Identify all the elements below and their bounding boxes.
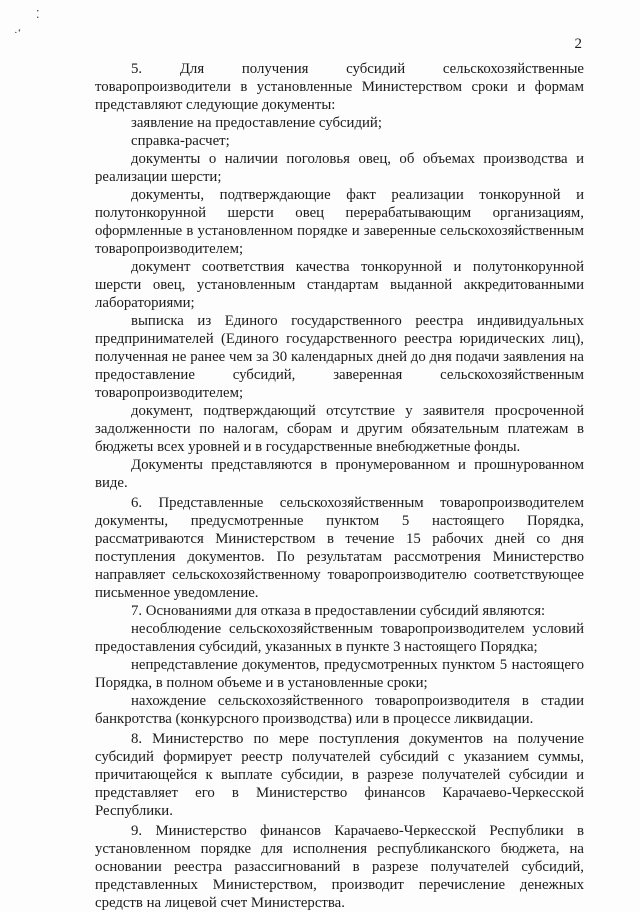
paragraph: 5. Для получения субсидий сельскохозяйственные товаропроизводители в установленные Министерством сроки и формам представляют следующие документы: <box>95 61 584 113</box>
paragraph: нахождение сельскохозяйственного товаропроизводителя в стадии банкротства (конкурсного производства) или в процессе ликвидации. <box>95 693 584 727</box>
paragraph: документ, подтверждающий отсутствие у заявителя просроченной задолженности по налогам, сборам и другим обязательным платежам в бюджеты всех уровней и в государственные внебюджетные фонды. <box>95 403 584 455</box>
paragraph: документы о наличии поголовья овец, об объемах производства и реализации шерсти; <box>95 151 584 185</box>
paragraph: 7. Основаниями для отказа в предоставлении субсидий являются: <box>131 603 546 619</box>
scan-speck: ·‘ <box>14 27 22 39</box>
paragraph: 6. Представленные сельскохозяйственным товаропроизводителем документы, предусмотренные пунктом 5 настоящего Порядка, рассматриваются Министерством в течение 15 рабочих дней со дня поступления документов. По результатам рассмотрения Министерство направляет сельскохозяйственному товаропроизводителю соответствующее письменное уведомление. <box>95 495 584 601</box>
document-body <box>95 60 584 912</box>
paragraph: несоблюдение сельскохозяйственным товаропроизводителем условий предоставления субсидий, указанных в пункте 3 настоящего Порядка; <box>95 621 584 655</box>
paragraph: справка-расчет; <box>131 133 230 149</box>
paragraph: 9. Министерство финансов Карачаево-Черкесской Республики в установленном порядке для исполнения республиканского бюджета, на основании реестра разассигнований в разрезе получателей субсидий, представленных Министерством, производит перечисление денежных средств на лицевой счет Министерства. <box>95 823 584 911</box>
paragraph: документ соответствия качества тонкорунной и полутонкорунной шерсти овец, установленным стандартам выданной аккредитованными лабораториями; <box>95 259 584 311</box>
paragraph: Документы представляются в пронумерованном и прошнурованном виде. <box>95 457 584 491</box>
paragraph: 8. Министерство по мере поступления документов на получение субсидий формирует реестр получателей субсидий с указанием суммы, причитающейся к выплате субсидии, в разрезе получателей субсидии и представляет его в Министерство финансов Карачаево-Черкесской Республики. <box>95 731 584 819</box>
paragraph: непредставление документов, предусмотренных пунктом 5 настоящего Порядка, в полном объеме и в установленные сроки; <box>95 657 584 691</box>
paragraph: документы, подтверждающие факт реализации тонкорунной и полутонкорунной шерсти овец перерабатывающим организациям, оформленные в установленном порядке и заверенные сельскохозяйственным товаропроизводителем; <box>95 187 584 257</box>
paragraph: выписка из Единого государственного реестра индивидуальных предпринимателей (Единого государственного реестра юридических лиц), полученная не ранее чем за 30 календарных дней до дня подачи заявления на предоставление субсидий, заверенная сельскохозяйственным товаропроизводителем; <box>95 313 584 401</box>
scan-speck: ⁚ <box>36 9 40 21</box>
paragraph: заявление на предоставление субсидий; <box>131 115 382 131</box>
page-number: 2 <box>574 36 582 52</box>
